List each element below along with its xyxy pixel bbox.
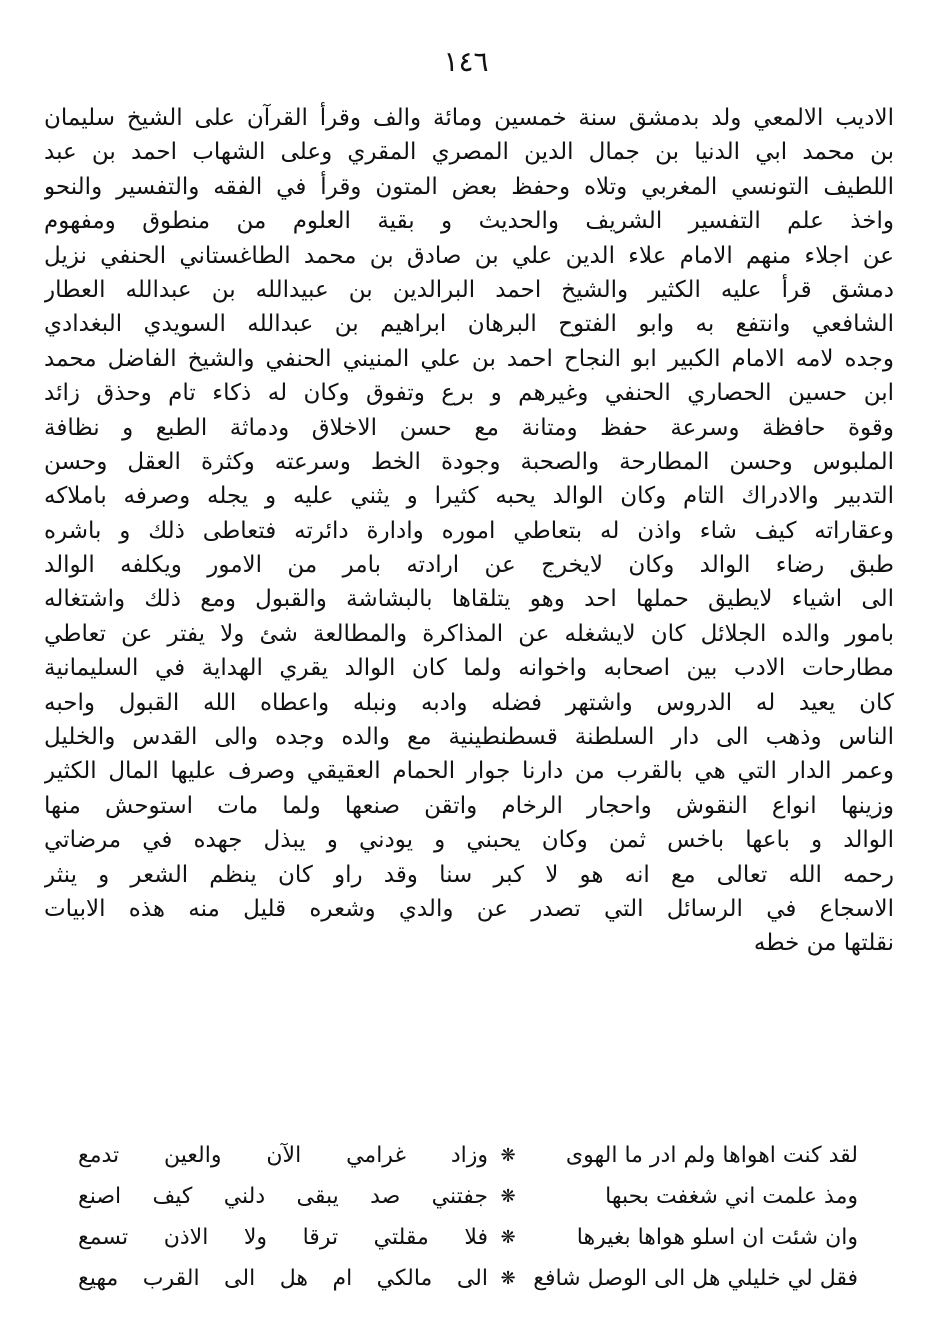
poem-verse (78, 1217, 858, 1258)
text-line: الوالد و باعها باخس ثمن وكان يحبني و يودني و يبذل جهده في مرضاتي (44, 827, 894, 854)
verse-separator-icon: ❋ (500, 1145, 516, 1166)
text-line: دمشق قرأ عليه الكثير والشيخ احمد البرالدين بن عبيدالله بن عبدالله العطار (44, 276, 894, 303)
verse-second-hemistich: جفتني صد يبقى دلني كيف اصنع (78, 1184, 488, 1209)
body-text (44, 101, 894, 961)
verse-first-hemistich: لقد كنت اهواها ولم ادر ما الهوى (565, 1143, 858, 1168)
poem (78, 1135, 858, 1299)
text-line: الى اشياء لايطيق حملها احد وهو يتلقاها بالبشاشة والقبول ومع ذلك واشتغاله (44, 586, 894, 613)
poem-verse (78, 1176, 858, 1217)
text-line: الاسجاع في الرسائل التي تصدر عن والدي وشعره قليل منه هذه الابيات (44, 895, 894, 922)
text-line: عن اجلاء منهم الامام علاء الدين علي بن صادق بن محمد الطاغستاني الحنفي نزيل (44, 242, 894, 269)
poem-verse (78, 1135, 858, 1176)
text-line: ابن حسين الحصاري الحنفي وغيرهم و برع وتفوق وكان له ذكاء تام وحذق زائد (44, 380, 894, 407)
text-line: الشافعي وانتفع به وابو الفتوح البرهان ابراهيم بن عبدالله السويدي البغدادي (44, 311, 894, 338)
verse-second-hemistich: الى مالكي ام هل الى القرب مهيع (78, 1266, 488, 1291)
text-line: مطارحات الادب بين اصحابه واخوانه ولما كان الوالد يقري الهداية في السليمانية (44, 655, 894, 682)
text-line: نقلتها من خطه (753, 930, 894, 957)
text-line: كان يعيد له الدروس واشتهر فضله وادبه ونبله واعطاه الله القبول واحبه (44, 689, 894, 716)
text-line: الناس وذهب الى دار السلطنة قسطنطينية مع والده وجده والى القدس والخليل (44, 724, 894, 751)
text-line: بن محمد ابي الدنيا بن جمال الدين المصري المقري وعلى الشهاب احمد بن عبد (44, 139, 894, 166)
verse-separator-icon: ❋ (500, 1186, 516, 1207)
poem-verse (78, 1258, 858, 1299)
verse-first-hemistich: فقل لي خليلي هل الى الوصل شافع (533, 1266, 858, 1291)
text-line: واخذ علم التفسير الشريف والحديث و بقية العلوم من منطوق ومفهوم (44, 208, 894, 235)
verse-first-hemistich: ومذ علمت اني شغفت بحبها (605, 1184, 858, 1209)
verse-second-hemistich: وزاد غرامي الآن والعين تدمع (78, 1143, 488, 1168)
text-line: وزينها انواع النقوش واحجار الرخام واتقن صنعها ولما مات استوحش منها (44, 792, 894, 819)
page-number: ١٤٦ (443, 45, 489, 78)
verse-first-hemistich: وان شئت ان اسلو هواها بغيرها (576, 1225, 858, 1250)
text-line: وجده لامه الامام الكبير ابو النجاح احمد بن علي المنيني الحنفي والشيخ الفاضل محمد (44, 345, 894, 372)
verse-separator-icon: ❋ (500, 1227, 516, 1248)
verse-separator-icon: ❋ (500, 1268, 516, 1289)
text-line: طبق رضاء الوالد وكان لايخرج عن ارادته بامر من الامور ويكلفه الوالد (44, 552, 894, 579)
text-line: وقوة حافظة وسرعة حفظ ومتانة مع حسن الاخلاق ودماثة الطبع و نظافة (44, 414, 894, 441)
text-line: وعمر الدار التي هي بالقرب من دارنا جوار الحمام العقيقي وصرف عليها المال الكثير (44, 758, 894, 785)
text-line: اللطيف التونسي المغربي وتلاه وحفظ بعض المتون وقرأ في الفقه والتفسير والنحو (44, 173, 894, 200)
text-line: الاديب الالمعي ولد بدمشق سنة خمسين ومائة والف وقرأ القرآن على الشيخ سليمان (44, 105, 894, 131)
text-line: بامور والده الجلائل كان لايشغله عن المذاكرة والمطالعة شئ ولا يفتر عن تعاطي (44, 620, 894, 647)
verse-second-hemistich: فلا مقلتي ترقا ولا الاذن تسمع (78, 1225, 488, 1250)
text-line: التدبير والادراك التام وكان الوالد يحبه كثيرا و يثني عليه و يجله وصرفه باملاكه (44, 483, 894, 510)
text-line: الملبوس وحسن المطارحة والصحبة وجودة الخط وسرعته وكثرة العقل وحسن (44, 448, 894, 475)
text-line: رحمه الله تعالى مع انه هو لا كبر سنا وقد راو كان ينظم الشعر و ينثر (44, 861, 894, 888)
text-line: وعقاراته كيف شاء واذن له بتعاطي اموره وادارة دائرته فتعاطى ذلك و باشره (44, 517, 894, 544)
